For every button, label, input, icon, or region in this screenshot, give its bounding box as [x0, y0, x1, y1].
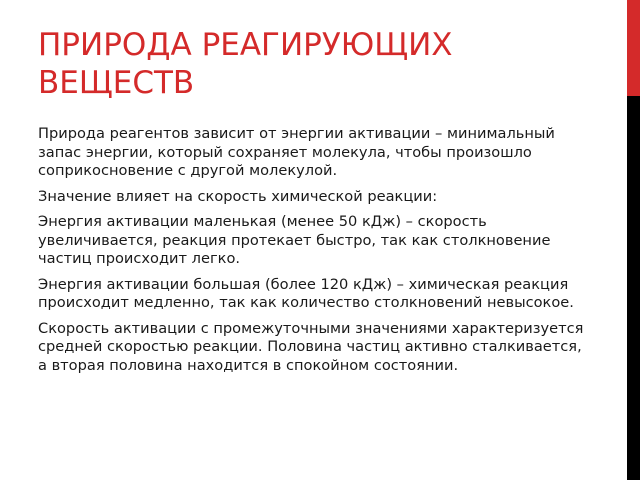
- paragraph-low-energy: Энергия активации маленькая (менее 50 кДж) – скорость увеличивается, реакция протекает быстро, так как столкновение частиц происходит легко.: [38, 213, 551, 267]
- slide-body: [38, 125, 586, 382]
- paragraph-value-influence: Значение влияет на скорость химической реакции:: [38, 187, 438, 205]
- paragraph-activation-energy: Природа реагентов зависит от энергии активации – минимальный запас энергии, который сохраняет молекула, чтобы произошло соприкосновение с другой молекулой.: [38, 125, 555, 179]
- paragraph-high-energy: Энергия активации большая (более 120 кДж) – химическая реакция происходит медленно, так как количество столкновений невысокое.: [38, 275, 574, 311]
- paragraph-intermediate: Скорость активации с промежуточными значениями характеризуется средней скоростью реакции. Половина частиц активно сталкивается, а вторая половина находится в спокойном состоянии.: [38, 319, 584, 374]
- slide-title: ПРИРОДА РЕАГИРУЮЩИХ ВЕЩЕСТВ: [38, 27, 453, 101]
- side-accent-bar: [627, 0, 640, 96]
